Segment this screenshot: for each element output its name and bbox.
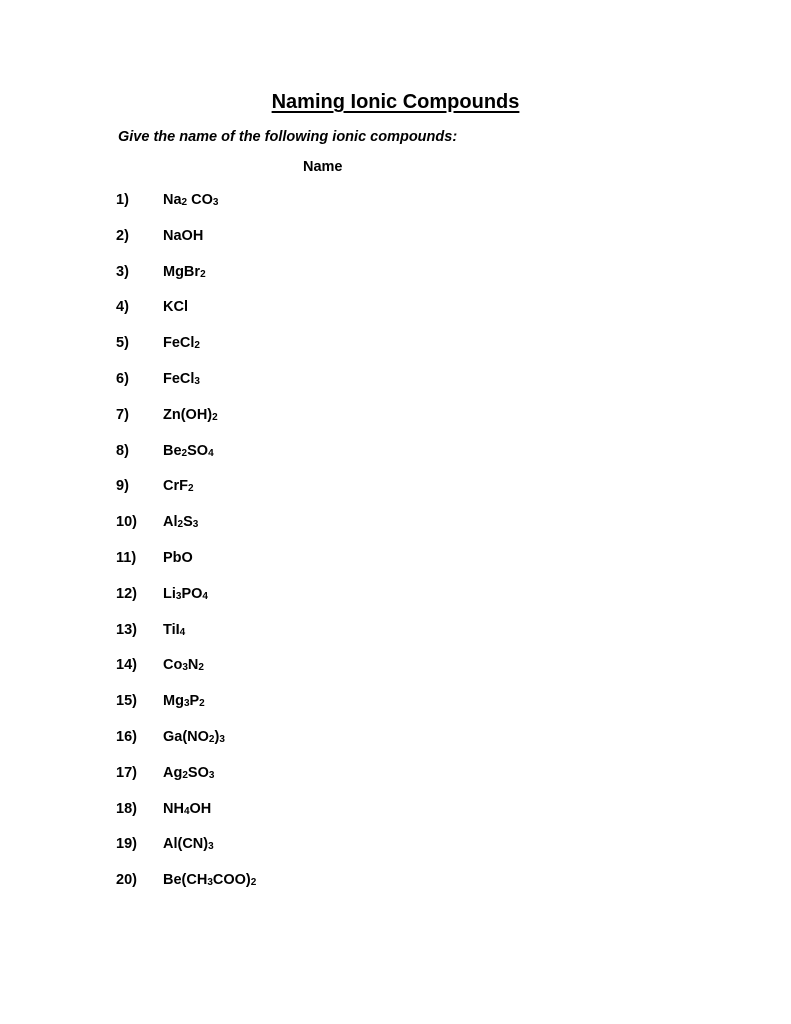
item-number: 4): [116, 299, 129, 316]
item-number: 13): [116, 621, 137, 638]
compound-formula: $Al_2S_3$: [163, 514, 199, 531]
compound-formula: CrF$_2$: [163, 478, 194, 495]
compound-formula: NaOH: [163, 227, 204, 244]
item-number: 15): [116, 693, 137, 710]
item-number: 19): [116, 836, 137, 853]
compound-formula: $NH_4OH$: [163, 800, 212, 817]
page-title: Naming Ionic Compounds: [271, 91, 520, 113]
compound-formula: KCl: [163, 299, 188, 316]
compound-formula: $Na_2$ $CO_3$: [163, 192, 219, 208]
item-number: 7): [116, 406, 129, 423]
compound-formula: $Ag_2SO_3$: [163, 764, 215, 781]
item-number: 14): [116, 657, 137, 674]
compound-formula: PbO: [163, 550, 193, 566]
item-number: 12): [116, 585, 137, 602]
item-number: 20): [116, 872, 137, 889]
item-number: 8): [116, 442, 129, 459]
item-number: 6): [116, 371, 129, 387]
compound-formula: $Li_3PO_4$: [163, 585, 208, 602]
compound-formula: $Ga(NO_2)_3$: [163, 729, 225, 745]
item-number: 16): [116, 729, 137, 745]
instructions-text: Give the name of the following ionic compounds:: [118, 129, 458, 145]
item-number: 11): [116, 550, 137, 566]
compound-formula: $Zn(OH)_2$: [163, 406, 218, 423]
item-number: 18): [116, 800, 137, 817]
compound-formula: FeCl$_2$: [163, 335, 200, 352]
item-number: 5): [116, 335, 129, 352]
compound-formula: $Be(CH_3COO)_2$: [163, 872, 257, 889]
compound-formula: TiI$_4$: [163, 621, 186, 638]
compound-formula: FeCl$_3$: [163, 371, 200, 387]
compound-formula: $Al(CN)_3$: [163, 836, 214, 853]
item-number: 17): [116, 764, 137, 781]
compound-formula: MgBr$_2$: [163, 263, 206, 280]
item-number: 3): [116, 263, 129, 280]
item-number: 1): [116, 192, 129, 208]
item-number: 9): [116, 478, 129, 495]
compound-formula: $Be_2SO_4$: [163, 442, 214, 459]
name-column-header: Name: [303, 159, 343, 175]
item-number: 10): [116, 514, 137, 531]
item-number: 2): [116, 227, 129, 244]
compound-formula: $Mg_3P_2$: [163, 693, 205, 710]
compound-formula: $Co_3N_2$: [163, 657, 204, 674]
